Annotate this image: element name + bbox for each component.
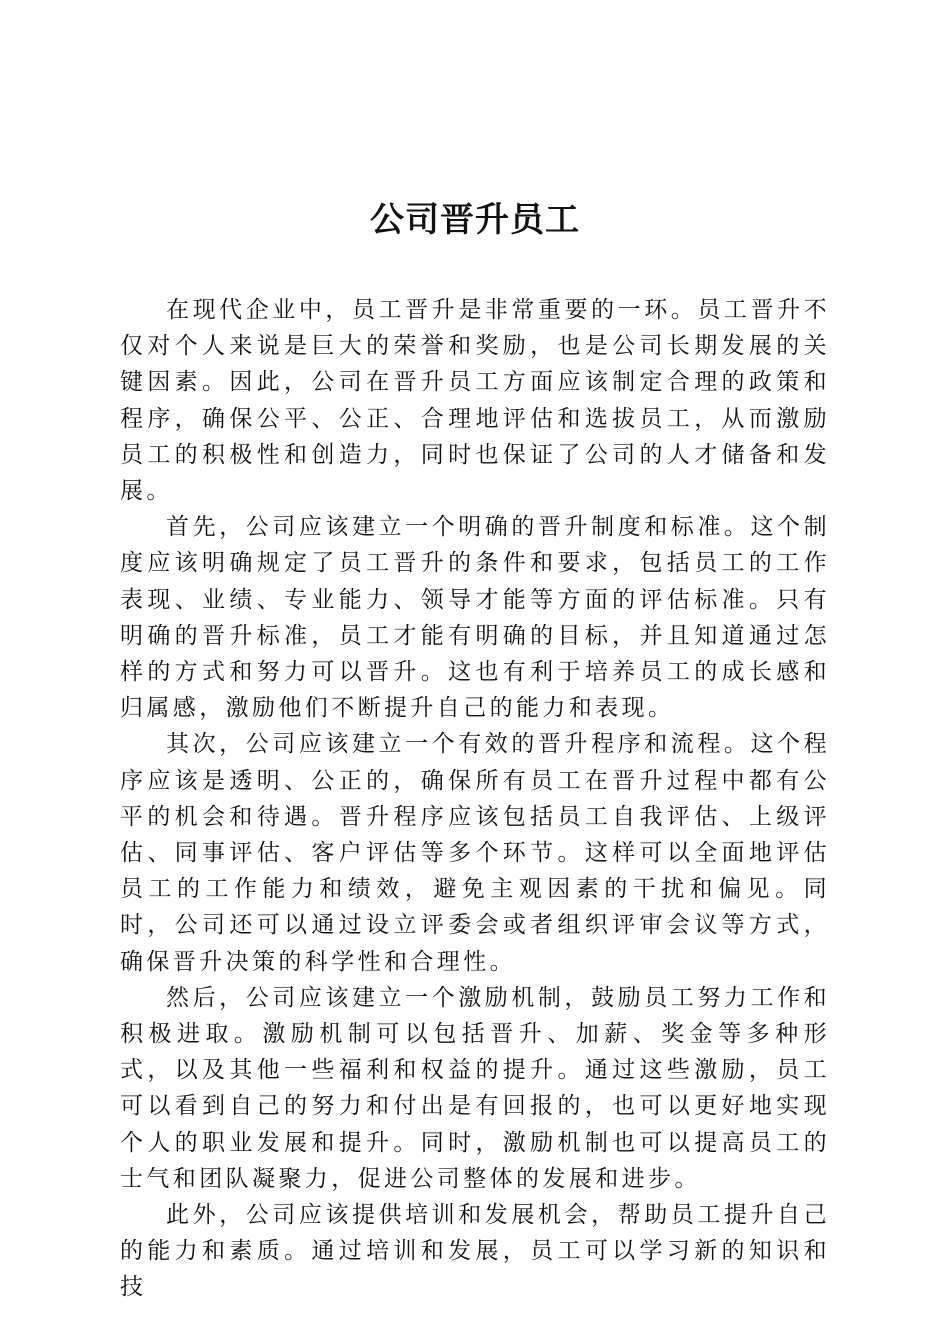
paragraph-5: 此外，公司应该提供培训和发展机会，帮助员工提升自己的能力和素质。通过培训和发展，员工可以学习新的知识和技 — [120, 1202, 830, 1301]
paragraph-1: 在现代企业中，员工晋升是非常重要的一环。员工晋升不仅对个人来说是巨大的荣誉和奖励，也是公司长期发展的关键因素。因此，公司在晋升员工方面应该制定合理的政策和程序，确保公平、公正、合理地评估和选拔员工，从而激励员工的积极性和创造力，同时也保证了公司的人才储备和发展。 — [120, 297, 830, 505]
document-title: 公司晋升员工 — [370, 200, 580, 240]
paragraph-2: 首先，公司应该建立一个明确的晋升制度和标准。这个制度应该明确规定了员工晋升的条件和要求，包括员工的工作表现、业绩、专业能力、领导才能等方面的评估标准。只有明确的晋升标准，员工才能有明确的目标，并且知道通过怎样的方式和努力可以晋升。这也有利于培养员工的成长感和归属感，激励他们不断提升自己的能力和表现。 — [120, 514, 830, 722]
paragraph-4: 然后，公司应该建立一个激励机制，鼓励员工努力工作和积极进取。激励机制可以包括晋升、加薪、奖金等多种形式，以及其他一些福利和权益的提升。通过这些激励，员工可以看到自己的努力和付出是有回报的，也可以更好地实现个人的职业发展和提升。同时，激励机制也可以提高员工的士气和团队凝聚力，促进公司整体的发展和进步。 — [120, 984, 830, 1192]
document-body — [120, 292, 830, 1306]
paragraph-3: 其次，公司应该建立一个有效的晋升程序和流程。这个程序应该是透明、公正的，确保所有员工在晋升过程中都有公平的机会和待遇。晋升程序应该包括员工自我评估、上级评估、同事评估、客户评估等多个环节。这样可以全面地评估员工的工作能力和绩效，避免主观因素的干扰和偏见。同时，公司还可以通过设立评委会或者组织评审会议等方式，确保晋升决策的科学性和合理性。 — [120, 731, 830, 975]
